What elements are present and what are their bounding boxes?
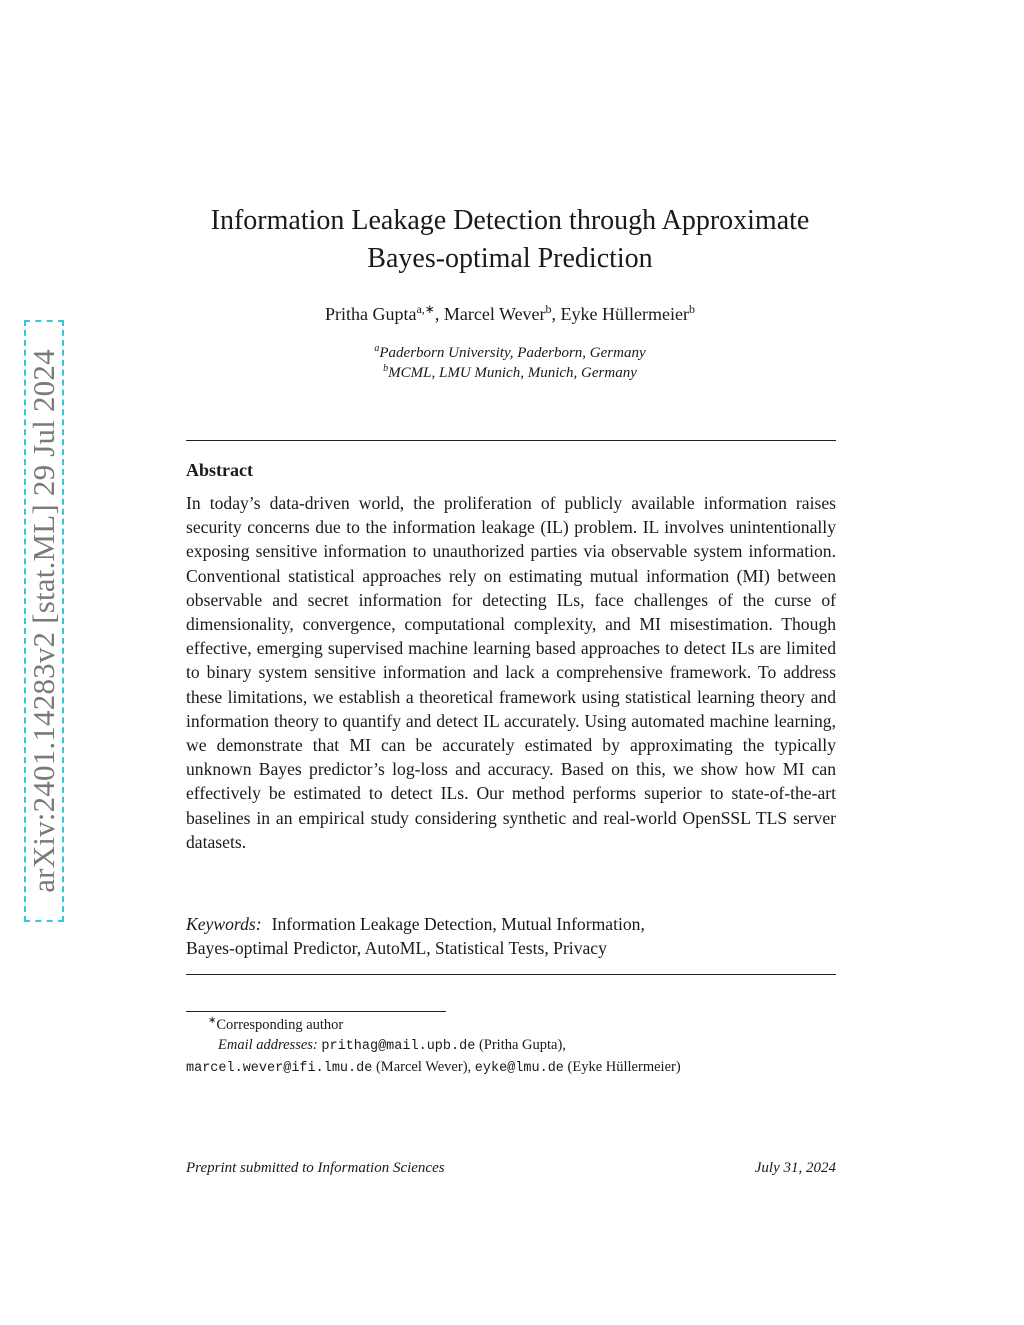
keywords-text-2: Bayes-optimal Predictor, AutoML, Statistical Tests, Privacy	[186, 938, 607, 959]
abstract-bottom-rule	[186, 974, 836, 975]
keywords-block	[186, 912, 836, 960]
email-owner: (Pritha Gupta),	[478, 1037, 566, 1053]
affiliation-marker: a	[374, 343, 380, 354]
title-line-2: Bayes-optimal Prediction	[367, 243, 653, 274]
affiliation-text: MCML, LMU Munich, Munich, Germany	[388, 365, 637, 381]
email-owner: (Eyke Hüllermeier)	[567, 1059, 681, 1075]
author-superscript: b	[545, 302, 552, 316]
corresponding-text: Corresponding author	[216, 1017, 344, 1033]
affiliation-marker: b	[383, 363, 389, 374]
author-list	[180, 302, 840, 326]
keywords-text-1: Information Leakage Detection, Mutual Information,	[271, 914, 645, 934]
arxiv-stamp[interactable]	[24, 320, 64, 922]
author-name: Pritha Gupta	[324, 304, 417, 324]
preprint-date: July 31, 2024	[754, 1160, 836, 1176]
author-name: Marcel Wever	[443, 304, 546, 324]
abstract-body: In today’s data-driven world, the proliferation of publicly available information raises security concerns due to the information leakage (IL) problem. IL involves unintentionally exposing sensitive information to unauthorized parties via observable system information. Conventional statistical approaches rely on estimating mutual information (MI) between observable and secret information for detecting ILs, face challenges of the curse of dimensionality, convergence, computational complexity, and MI misestimation. Though effective, emerging supervised machine learning based approaches to detect ILs are limited to binary system sensitive information and lack a comprehensive framework. To address these limitations, we establish a theoretical framework using statistical learning theory and information theory to quantify and detect IL accurately. Using automated machine learning, we demonstrate that MI can be accurately estimated by approximating the typically unknown Bayes predictor’s log-loss and accuracy. Based on this, we show how MI can effectively be estimated to detect ILs. Our method performs superior to state-of-the-art baselines in an empirical study considering synthetic and real-world OpenSSL TLS server datasets.	[186, 493, 836, 852]
keywords-label: Keywords:	[186, 914, 262, 934]
affiliation-b	[180, 363, 840, 383]
preprint-note: Preprint submitted to Information Sciences	[186, 1160, 445, 1176]
arxiv-identifier[interactable]: arXiv:2401.14283v2 [stat.ML] 29 Jul 2024	[26, 349, 61, 893]
author-superscript: b	[689, 302, 695, 316]
corresponding-marker: ∗	[208, 1015, 217, 1027]
email-label: Email addresses:	[218, 1037, 318, 1053]
title-line-1: Information Leakage Detection through Approximate	[210, 205, 810, 236]
author-separator: ,	[551, 304, 561, 324]
author-name: Eyke Hüllermeier	[560, 304, 689, 324]
author-separator: ,	[434, 304, 444, 324]
footnotes	[186, 1015, 836, 1079]
email-link[interactable]: marcel.wever@ifi.lmu.de	[186, 1061, 373, 1076]
corresponding-author-note	[186, 1015, 836, 1035]
email-link[interactable]: prithag@mail.upb.de	[321, 1039, 476, 1054]
footnote-rule	[186, 1011, 446, 1012]
keywords-line-1	[186, 912, 836, 936]
affiliation-a	[180, 343, 840, 363]
abstract-top-rule	[186, 440, 836, 441]
paper-title	[180, 202, 840, 278]
author-superscript: a,∗	[416, 302, 435, 316]
abstract-heading: Abstract	[186, 460, 253, 480]
email-link[interactable]: eyke@lmu.de	[474, 1061, 564, 1076]
email-line-2	[186, 1057, 836, 1079]
affiliation-text: Paderborn University, Paderborn, Germany	[379, 345, 646, 361]
email-line-1	[186, 1035, 836, 1057]
email-owner: (Marcel Wever),	[375, 1059, 472, 1075]
